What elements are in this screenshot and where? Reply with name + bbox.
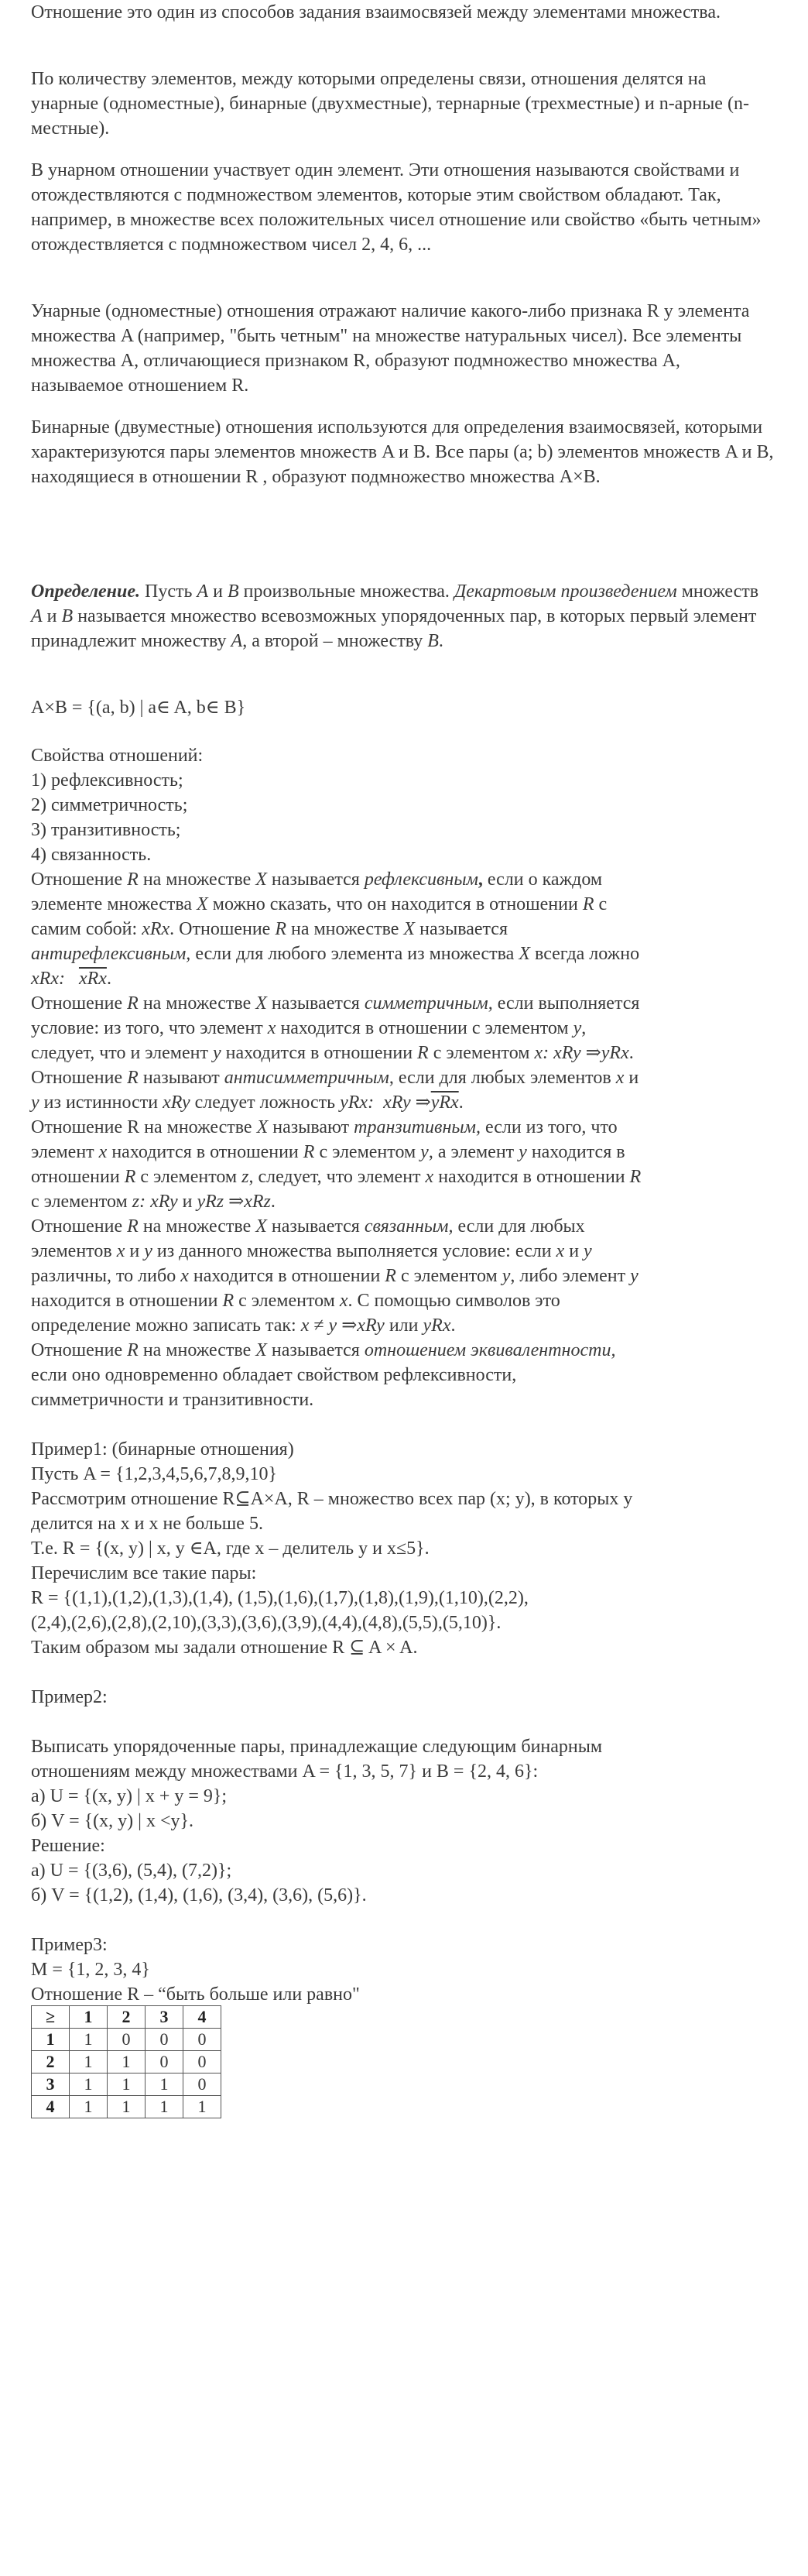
inline-text: xRz (244, 1192, 271, 1212)
example1-line: Пусть A = {1,2,3,4,5,6,7,8,9,10} (31, 1464, 277, 1484)
symmetry-line (31, 1016, 586, 1041)
inline-text: X (197, 894, 208, 914)
inline-text: условие: из того, что элемент (31, 1018, 268, 1038)
transitivity-line (31, 1115, 618, 1140)
inline-text: X (256, 1117, 269, 1137)
inline-text: если для любых (453, 1216, 585, 1237)
inline-text: с элементом (428, 1043, 535, 1063)
example2-line: б) V = {(x, y) | x <y}. (31, 1811, 193, 1831)
inline-text: из данного множества выполняется условие: если (152, 1241, 556, 1261)
inline-text: называется (266, 1340, 365, 1360)
definition-term: Определение. (31, 581, 140, 602)
table-cell: 0 (183, 2051, 221, 2073)
inline-text: если из того, что (480, 1117, 618, 1137)
inline-text: называют (138, 1068, 224, 1088)
reflexivity-line (31, 892, 607, 917)
inline-text: и (42, 606, 62, 626)
table-row (32, 2096, 221, 2118)
example1-title: Пример1: (бинарные отношения) (31, 1439, 294, 1460)
inline-text: R (303, 1142, 315, 1162)
table-cell: 1 (70, 2096, 108, 2118)
inline-text: xRy (383, 1092, 411, 1113)
relation-matrix-table (31, 2005, 221, 2118)
property-item: 2) симметричность; (31, 795, 188, 815)
inline-text: называется (415, 919, 508, 939)
inline-text: yRz (197, 1192, 224, 1212)
inline-text: называется (266, 1216, 365, 1237)
inline-text: отношении (31, 1167, 125, 1187)
inline-text: Отношение (31, 1068, 128, 1088)
inline-text: антирефлексивным, (31, 944, 191, 964)
inline-text: элементов (31, 1241, 117, 1261)
table-cell: 1 (108, 2051, 146, 2073)
property-item: 4) связанность. (31, 845, 152, 865)
inline-text: , (478, 870, 483, 890)
symmetry-line (31, 991, 639, 1016)
inline-text: X (255, 1340, 267, 1360)
inline-text: X (403, 919, 416, 939)
inline-text: а элемент (433, 1142, 519, 1162)
inline-text: y (31, 1092, 39, 1113)
inline-text: на множестве (138, 870, 256, 890)
inline-text: x (98, 1142, 108, 1162)
inline-text: B (227, 581, 239, 602)
inline-text: различны, то либо (31, 1266, 181, 1286)
equivalence-line: если оно одновременно обладает свойством рефлексивности, (31, 1365, 517, 1385)
inline-text: множеств (676, 581, 759, 602)
inline-text: всегда ложно (530, 944, 640, 964)
example2-line: Решение: (31, 1836, 105, 1856)
inline-text: ⇒ (580, 1043, 601, 1063)
inline-text: R (127, 993, 139, 1014)
inline-text: симметричным, (364, 993, 493, 1014)
table-row (32, 2029, 221, 2051)
example1-line: Рассмотрим отношение R⊆A×A, R – множество всех пар (x; y), в которых y (31, 1489, 633, 1509)
inline-text: x: (534, 1043, 550, 1063)
inline-text: Отношение (31, 993, 128, 1014)
transitivity-line (31, 1189, 276, 1214)
table-cell: 1 (108, 2073, 146, 2096)
example2-line: Выписать упорядоченные пары, принадлежащие следующим бинарным (31, 1737, 603, 1757)
inline-text: x (300, 1315, 310, 1336)
inline-text: x (556, 1241, 565, 1261)
inline-text: x (339, 1291, 348, 1311)
inline-text: R (417, 1043, 429, 1063)
transitivity-line (31, 1140, 625, 1165)
transitivity-line (31, 1165, 641, 1189)
inline-text: $\overline{yRx}$ (430, 1092, 459, 1113)
inline-text: из истинности (39, 1092, 163, 1113)
inline-text: на множестве (138, 1216, 256, 1237)
inline-text: A (197, 581, 209, 602)
inline-text: ≠ (309, 1315, 329, 1336)
inline-text: антисимметричным (224, 1068, 389, 1088)
inline-text: . (450, 1315, 456, 1336)
inline-text: находится в отношении (433, 1167, 630, 1187)
inline-text: x (116, 1241, 125, 1261)
inline-text: R (629, 1167, 642, 1187)
inline-text: x (180, 1266, 189, 1286)
inline-text: следует, что и элемент (31, 1043, 213, 1063)
inline-text: B (61, 606, 74, 626)
inline-text: y (630, 1266, 639, 1286)
intro-paragraph-4: Унарные (одноместные) отношения отражают наличие какого-либо признака R у элемента множества A (например, "быть четным" на множестве натуральных чисел). Все элементы множества A, отличающиеся признаком R, образуют подмножество множества A, называемое отношением R. (31, 301, 750, 396)
inline-text: и (125, 1241, 145, 1261)
example3-line: M = {1, 2, 3, 4} (31, 1960, 150, 1980)
inline-text: . Отношение (169, 919, 276, 939)
inline-text: связанным, (364, 1216, 454, 1237)
inline-text: R (222, 1291, 235, 1311)
table-row (32, 2073, 221, 2096)
inline-text: . (458, 1092, 464, 1113)
inline-text: с элементом (135, 1167, 242, 1187)
definition-paragraph (31, 579, 774, 653)
table-header-row (32, 2006, 221, 2029)
row-header: 4 (32, 2096, 70, 2118)
table-corner-cell: ≥ (32, 2006, 70, 2029)
inline-text: . (106, 969, 111, 989)
connectivity-line (31, 1239, 592, 1264)
inline-text: R (275, 919, 286, 939)
inline-text: элементе множества (31, 894, 197, 914)
inline-text: с элементом (31, 1192, 132, 1212)
inline-text: R (127, 1068, 139, 1088)
inline-text: с элементом (395, 1266, 502, 1286)
table-cell: 1 (146, 2073, 183, 2096)
cartesian-product-term: Декартовым произведением (454, 581, 677, 602)
table-cell: 1 (146, 2096, 183, 2118)
inline-text: на множестве (286, 919, 404, 939)
inline-text: . С помощью символов это (348, 1291, 560, 1311)
row-header: 2 (32, 2051, 70, 2073)
inline-text (374, 1092, 383, 1113)
example2-line: а) U = {(3,6), (5,4), (7,2)}; (31, 1861, 232, 1881)
inline-text: . (628, 1043, 634, 1063)
antireflexivity-formula (31, 966, 111, 991)
inline-text: R (385, 1266, 396, 1286)
inline-text: y (502, 1266, 511, 1286)
inline-text: и (208, 581, 228, 602)
inline-text: называется (266, 870, 365, 890)
inline-text: B (427, 631, 439, 651)
inline-text: находится в отношении (221, 1043, 418, 1063)
inline-text: xRx (142, 919, 170, 939)
example2-line: б) V = {(1,2), (1,4), (1,6), (3,4), (3,6), (5,6)}. (31, 1885, 367, 1905)
table-cell: 1 (70, 2029, 108, 2051)
property-item: 1) рефлексивность; (31, 770, 183, 791)
connectivity-line (31, 1214, 585, 1239)
inline-text: y (420, 1142, 429, 1162)
cartesian-product-formula: A×B = {(a, b) | a∈ A, b∈ B} (31, 698, 246, 718)
inline-text: R (127, 1340, 139, 1360)
inline-text: X (255, 870, 267, 890)
inline-text: A (231, 631, 243, 651)
reflexivity-line (31, 917, 508, 942)
inline-text: называется (266, 993, 365, 1014)
intro-paragraph-5: Бинарные (двуместные) отношения используются для определения взаимосвязей, которыми характеризуются пары элементов множеств A и B. Все пары (a; b) элементов множеств A и B, находящиеся в отношении R , образуют подмножество множества A×B. (31, 417, 774, 487)
inline-text: R (127, 870, 139, 890)
inline-text: y (212, 1043, 221, 1063)
inline-text: , (581, 1018, 587, 1038)
antisymmetry-line (31, 1090, 464, 1115)
inline-text: или (384, 1315, 423, 1336)
column-header: 1 (70, 2006, 108, 2029)
inline-text: и (624, 1068, 639, 1088)
example1-line: (2,4),(2,6),(2,8),(2,10),(3,3),(3,6),(3,9),(4,4),(4,8),(5,5),(5,10)}. (31, 1613, 502, 1633)
example3-line: Отношение R – “быть больше или равно" (31, 1984, 360, 2005)
inline-text: z (241, 1167, 249, 1187)
inline-text: с элементом (314, 1142, 421, 1162)
inline-text: рефлексивным (364, 870, 478, 890)
inline-text: , если для любых элементов (389, 1068, 616, 1088)
inline-text: и (177, 1192, 197, 1212)
intro-paragraph-2: По количеству элементов, между которыми определены связи, отношения делятся на унарные (одноместные), бинарные (двухместные), тернарные (трехместные) и n-арные (n-местные). (31, 69, 749, 139)
inline-text: y (144, 1241, 152, 1261)
inline-text: с элементом (234, 1291, 340, 1311)
inline-text: $\overline{xRx}$ (78, 969, 107, 989)
inline-text: Отношение R на множестве (31, 1117, 257, 1137)
inline-text: y (584, 1241, 592, 1261)
connectivity-line (31, 1288, 560, 1313)
inline-text: , либо элемент (510, 1266, 631, 1286)
inline-text: произвольные множества. (238, 581, 454, 602)
inline-text: называют (268, 1117, 354, 1137)
table-cell: 1 (183, 2096, 221, 2118)
inline-text: y (519, 1142, 527, 1162)
inline-text: x (267, 1018, 276, 1038)
example1-line: Перечислим все такие пары: (31, 1563, 257, 1583)
inline-text: транзитивным, (354, 1117, 481, 1137)
inline-text: если для любого элемента из множества (190, 944, 519, 964)
inline-text: yRx (423, 1315, 451, 1336)
inline-text: X (519, 944, 530, 964)
example3-title: Пример3: (31, 1935, 108, 1955)
inline-text: X (255, 993, 267, 1014)
inline-text: xRy (553, 1043, 581, 1063)
example1-line: делится на x и x не больше 5. (31, 1514, 263, 1534)
inline-text: ⇒ (410, 1092, 431, 1113)
inline-text: с (594, 894, 608, 914)
inline-text: . (270, 1192, 276, 1212)
inline-text: находится в отношении (188, 1266, 385, 1286)
inline-text: xRx: (31, 969, 65, 989)
inline-text: ⇒ (337, 1315, 358, 1336)
inline-text: Отношение (31, 870, 128, 890)
column-header: 3 (146, 2006, 183, 2029)
equivalence-line (31, 1338, 615, 1363)
inline-text: находится в отношении (31, 1291, 223, 1311)
column-header: 4 (183, 2006, 221, 2029)
antisymmetry-line (31, 1065, 639, 1090)
example2-line: а) U = {(x, y) | x + y = 9}; (31, 1786, 228, 1806)
inline-text: . (438, 631, 443, 651)
inline-text: на множестве (138, 1340, 256, 1360)
table-cell: 1 (70, 2073, 108, 2096)
inline-text: X (255, 1216, 267, 1237)
table-cell: 1 (108, 2096, 146, 2118)
inline-text: xRy (357, 1315, 385, 1336)
intro-paragraph-3: В унарном отношении участвует один элемент. Эти отношения называются свойствами и отождествляются с подмножеством элементов, которые этим свойством обладают. Так, например, в множестве всех положительных чисел отношение или свойство «быть четным» отождествляется с подмножеством чисел 2, 4, 6, ... (31, 160, 762, 255)
inline-text: находится в отношении с элементом (276, 1018, 573, 1038)
inline-text: элемент (31, 1142, 99, 1162)
inline-text: xRy (150, 1192, 178, 1212)
inline-text: , (428, 1142, 433, 1162)
table-cell: 0 (146, 2051, 183, 2073)
example2-title: Пример2: (31, 1687, 108, 1707)
table-cell: 1 (70, 2051, 108, 2073)
connectivity-formula (31, 1313, 455, 1338)
inline-text: находится в отношении (107, 1142, 303, 1162)
inline-text: x (615, 1068, 625, 1088)
symmetry-line (31, 1041, 634, 1065)
inline-text: A (31, 606, 43, 626)
example1-line: R = {(1,1),(1,2),(1,3),(1,4), (1,5),(1,6),(1,7),(1,8),(1,9),(1,10),(2,2), (31, 1588, 529, 1608)
table-cell: 0 (183, 2073, 221, 2096)
inline-text: Отношение (31, 1216, 128, 1237)
property-item: 3) транзитивность; (31, 820, 181, 840)
inline-text: Пусть (140, 581, 197, 602)
inline-text: xRy (163, 1092, 190, 1113)
example1-line: Т.е. R = {(x, y) | x, y ∈A, где x – делитель y и x≤5}. (31, 1538, 430, 1559)
inline-text: отношением эквивалентности, (364, 1340, 616, 1360)
inline-text: z: (132, 1192, 146, 1212)
table-cell: 0 (108, 2029, 146, 2051)
inline-text: следует ложность (190, 1092, 341, 1113)
inline-text: если выполняется (492, 993, 640, 1014)
inline-text: ⇒ (224, 1192, 245, 1212)
connectivity-line (31, 1264, 639, 1288)
inline-text: если о каждом (482, 870, 603, 890)
table-cell: 0 (146, 2029, 183, 2051)
inline-text: yRx (601, 1043, 629, 1063)
inline-text: Отношение (31, 1340, 128, 1360)
table-cell: 0 (183, 2029, 221, 2051)
example1-line: Таким образом мы задали отношение R ⊆ A × A. (31, 1638, 418, 1658)
equivalence-line: симметричности и транзитивности. (31, 1390, 314, 1410)
reflexivity-line (31, 867, 602, 892)
row-header: 1 (32, 2029, 70, 2051)
inline-text: определение можно записать так: (31, 1315, 301, 1336)
inline-text: на множестве (138, 993, 256, 1014)
inline-text: R (582, 894, 594, 914)
inline-text: называется множество всевозможных упорядоченных пар, в которых первый элемент принадлежит множеству (31, 606, 757, 651)
inline-text: самим собой: (31, 919, 142, 939)
inline-text: y (328, 1315, 337, 1336)
inline-text: y (573, 1018, 582, 1038)
inline-text: R (124, 1167, 136, 1187)
inline-text: и (564, 1241, 584, 1261)
inline-text: yRx: (340, 1092, 375, 1113)
inline-text: R (127, 1216, 139, 1237)
inline-text: можно сказать, что он находится в отношении (207, 894, 583, 914)
row-header: 3 (32, 2073, 70, 2096)
inline-text (65, 969, 79, 989)
column-header: 2 (108, 2006, 146, 2029)
inline-text: находится в (526, 1142, 625, 1162)
example2-line: отношениям между множествами A = {1, 3, 5, 7} и B = {2, 4, 6}: (31, 1761, 539, 1782)
properties-header: Свойства отношений: (31, 746, 204, 766)
table-row (32, 2051, 221, 2073)
intro-paragraph-1: Отношение это один из способов задания взаимосвязей между элементами множества. (31, 2, 721, 22)
antireflexivity-line (31, 942, 639, 966)
inline-text: , а второй – множеству (242, 631, 428, 651)
inline-text: , следует, что элемент (248, 1167, 426, 1187)
inline-text: x (425, 1167, 434, 1187)
